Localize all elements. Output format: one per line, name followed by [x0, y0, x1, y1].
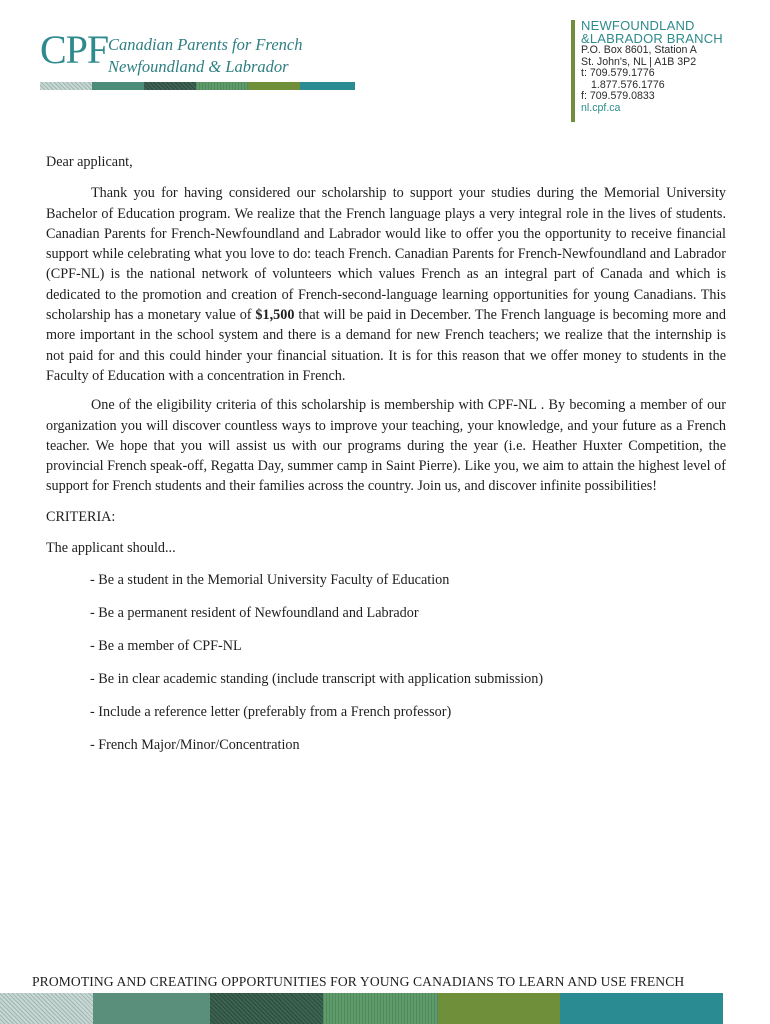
- fax: f: 709.579.0833: [581, 90, 655, 102]
- website-link[interactable]: nl.cpf.ca: [581, 101, 621, 114]
- logo-name-line2: Newfoundland & Labrador: [108, 57, 289, 76]
- criteria-item: - Include a reference letter (preferably from a French professor): [90, 704, 452, 721]
- paragraph-membership: One of the eligibility criteria of this scholarship is membership with CPF-NL . By becoming a member of our organization you will discover countless ways to improve your teaching, your knowledge, and your future as a French teacher. We hope that you will assist us with our programs during the year (i.e. Heather Huxter Competition, the provincial French speak-off, Regatta Day, summer camp in Saint Pierre). Like you, we aim to attain the highest level of support for French students and their families across the country. Join us, and discover infinite possibilities!: [46, 397, 726, 495]
- criteria-item: - Be in clear academic standing (include transcript with application submission): [90, 671, 544, 688]
- criteria-list: [46, 570, 726, 768]
- letter-body: [46, 152, 726, 768]
- telephone: t: 709.579.1776: [581, 67, 655, 79]
- telephone-tollfree: 1.877.576.1776: [591, 78, 665, 91]
- footer-tagline: PROMOTING AND CREATING OPPORTUNITIES FOR YOUNG CANADIANS TO LEARN AND USE FRENCH: [32, 974, 685, 989]
- scholarship-amount: $1,500: [255, 307, 295, 324]
- salutation: Dear applicant,: [46, 154, 133, 170]
- criteria-heading: CRITERIA:: [46, 508, 116, 525]
- criteria-item: - French Major/Minor/Concentration: [90, 737, 300, 754]
- criteria-item: - Be a member of CPF-NL: [90, 638, 242, 655]
- branch-name-line1: NEWFOUNDLAND: [581, 18, 695, 33]
- paragraph-scholarship-part1: Thank you for having considered our scholarship to support your studies during the Memorial University Bachelor of Education program. We realize that the French language plays a very integral role in the lives of students. Canadian Parents for French-Newfoundland and Labrador would like to offer you the opportunity to receive financial support while celebrating what you love to do: teach French. Canadian Parents for French-Newfoundland and Labrador (CPF-NL) is the national network of volunteers which values French as an integral part of Canada and which is dedicated to the promotion and creation of French-second-language learning opportunities for young Canadians. This scholarship has a monetary value of: [46, 185, 726, 324]
- footer-color-stripes: [0, 993, 770, 1024]
- branch-name-line2: &LABRADOR BRANCH: [581, 31, 723, 46]
- applicant-intro: The applicant should...: [46, 540, 176, 557]
- logo-mark: CPF: [40, 27, 109, 72]
- branch-address: [581, 19, 723, 114]
- criteria-item: - Be a student in the Memorial University Faculty of Education: [90, 572, 450, 589]
- logo-color-stripes: [40, 82, 355, 90]
- cpf-logo: [40, 28, 355, 90]
- paragraph-scholarship-part2: that will be paid in December. The French language is becoming more and more important in the school system and there is a demand for new French teachers; we realize that the internship is not paid for and this could hinder your financial situation. It is for this reason that we offer money to students in the Faculty of Education with a concentration in French.: [46, 307, 726, 384]
- city-postal: St. John's, NL | A1B 3P2: [581, 55, 697, 68]
- address-accent-bar: [571, 20, 575, 122]
- paragraph-scholarship: [46, 183, 726, 386]
- logo-name-line1: Canadian Parents for French: [108, 35, 303, 54]
- po-box: P.O. Box 8601, Station A: [581, 44, 697, 56]
- criteria-item: - Be a permanent resident of Newfoundland and Labrador: [90, 605, 419, 622]
